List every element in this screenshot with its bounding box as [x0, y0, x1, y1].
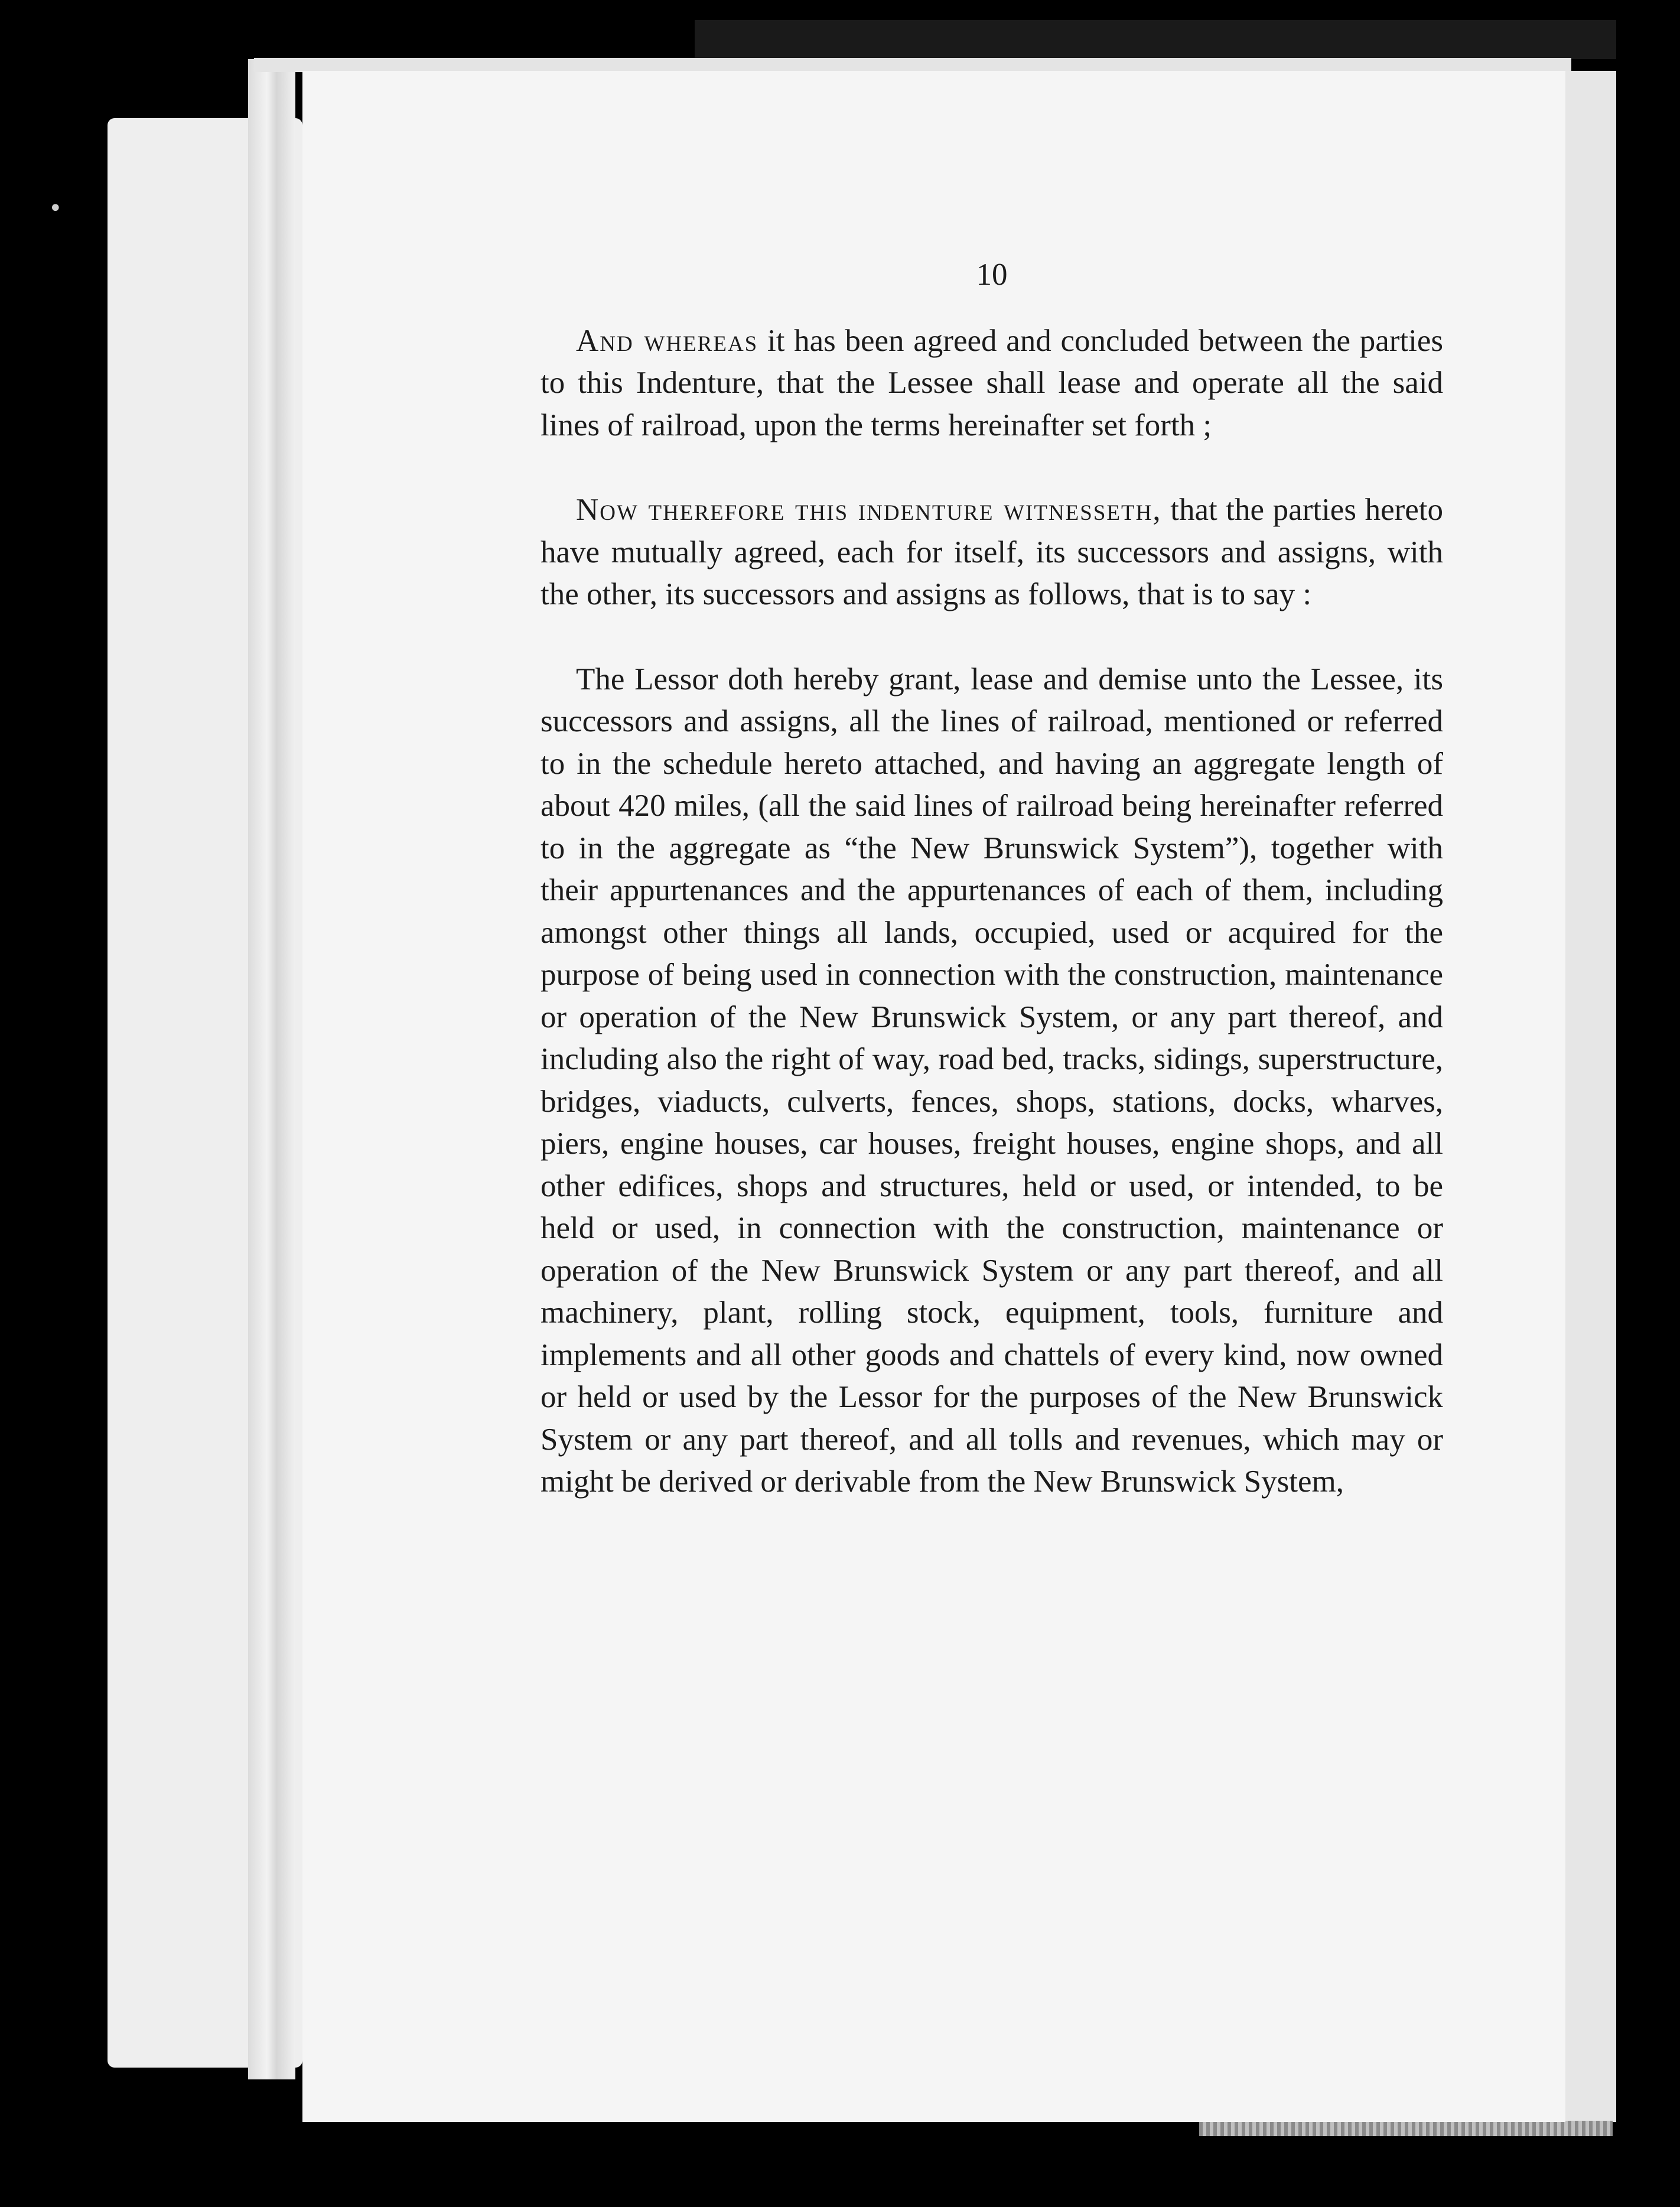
paragraph-whereas [541, 320, 1443, 447]
page-top-edge [254, 58, 1571, 72]
scan-speck: • [48, 195, 63, 222]
paragraph-lead: Now therefore this indenture witnesseth, [576, 493, 1162, 527]
page-fold-edges [248, 59, 295, 2079]
page-right-edge [1565, 71, 1616, 2122]
paragraph-witnesseth [541, 489, 1443, 616]
paragraph-text: that the parties hereto have mutually agreed, each for itself, its successors and assigns, with the other, its successors and assigns as follows, that is to say : [541, 493, 1443, 611]
page-body [541, 254, 1443, 1503]
scan-top-border [695, 20, 1616, 59]
scan-bottom-pattern [1199, 2121, 1613, 2136]
paragraph-text: The Lessor doth hereby grant, lease and demise unto the Lessee, its successors and assigns, all the lines of railroad, mentioned or referred to in the schedule hereto attached, and having an aggregate length of about 420 miles, (all the said lines of railroad being hereinafter referred to in the aggregate as “the New Brunswick System”), together with their appurtenances and the appurtenances of each of them, including amongst other things all lands, occupied, used or acquired for the purpose of being used in connection with the construction, maintenance or operation of the New Brunswick System, or any part thereof, and including also the right of way, road bed, tracks, sidings, superstructure, bridges, viaducts, culverts, fences, shops, stations, docks, wharves, piers, engine houses, car houses, freight houses, engine shops, and all other edifices, shops and structures, held or used, or intended, to be held or used, in connection with the construction, maintenance or operation of the New Brunswick System or any part thereof, and all machinery, plant, rolling stock, equipment, tools, furniture and implements and all other goods and chattels of every kind, now owned or held or used by the Lessor for the purposes of the New Brunswick System or any part thereof, and all tolls and revenues, which may or might be derived or derivable from the New Brunswick System, [541, 662, 1443, 1499]
page-number: 10 [976, 258, 1008, 292]
paragraph-text: it has been agreed and concluded between the parties to this Indenture, that the Lessee shall lease and operate all the said lines of railroad, upon the terms hereinafter set forth ; [541, 323, 1443, 442]
paragraph-lead: And whereas [576, 323, 758, 358]
paragraph-grant [541, 659, 1443, 1503]
